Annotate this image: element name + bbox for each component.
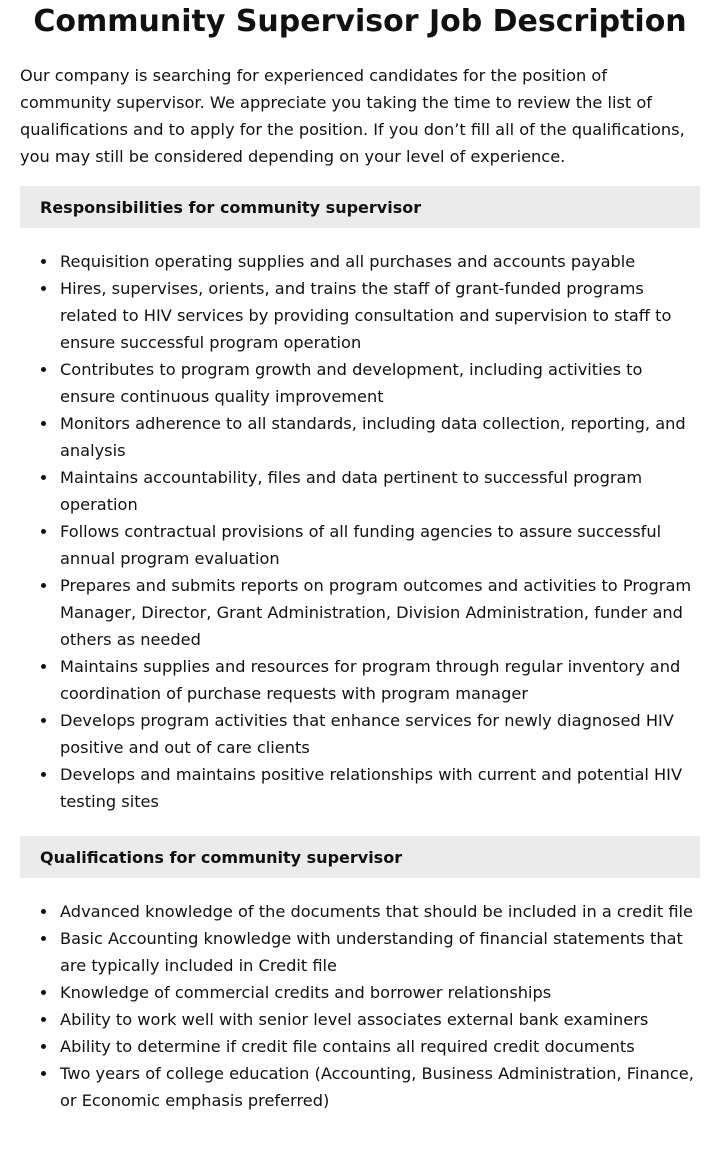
bullet-icon [41,583,46,588]
list-item [20,653,700,707]
bullet-icon [41,936,46,941]
list-item [20,707,700,761]
list-item [20,248,700,275]
list-item [20,1033,700,1060]
list-item-text: Develops program activities that enhance services for newly diagnosed HIV positive and out of care clients [60,711,674,757]
list-item-text: Develops and maintains positive relationships with current and potential HIV testing sites [60,765,683,811]
bullet-icon [41,1071,46,1076]
bullet-icon [41,1044,46,1049]
list-item [20,979,700,1006]
list-item [20,464,700,518]
list-item [20,275,700,356]
list-item-text: Hires, supervises, orients, and trains the staff of grant-funded programs related to HIV services by providing consultation and supervision to staff to ensure successful program operation [60,279,672,352]
bullet-icon [41,421,46,426]
list-item-text: Monitors adherence to all standards, including data collection, reporting, and analysis [60,414,686,460]
bullet-icon [41,990,46,995]
list-item [20,925,700,979]
intro-paragraph: Our company is searching for experienced candidates for the position of community supervisor. We appreciate you taking the time to review the list of qualifications and to apply for the position. If you don’t fill all of the qualifications, you may still be considered depending on your level of experience. [20,66,685,166]
list-item [20,761,700,815]
bullet-icon [41,367,46,372]
list-item-text: Follows contractual provisions of all funding agencies to assure successful annual program evaluation [60,522,662,568]
list-item-text: Requisition operating supplies and all purchases and accounts payable [60,252,636,271]
bullet-icon [41,664,46,669]
list-item-text: Contributes to program growth and development, including activities to ensure continuous quality improvement [60,360,643,406]
bullet-icon [41,718,46,723]
list-item-text: Two years of college education (Accounting, Business Administration, Finance, or Economic emphasis preferred) [60,1064,694,1110]
list-item-text: Maintains accountability, files and data pertinent to successful program operation [60,468,643,514]
responsibilities-header [20,186,700,228]
list-item-text: Ability to work well with senior level associates external bank examiners [60,1010,649,1029]
qualifications-heading: Qualifications for community supervisor [40,847,403,867]
bullet-icon [41,1017,46,1022]
qualifications-list [20,898,700,1114]
bullet-icon [41,772,46,777]
list-item-text: Maintains supplies and resources for program through regular inventory and coordination of purchase requests with program manager [60,657,681,703]
responsibilities-list [20,248,700,815]
list-item-text: Basic Accounting knowledge with understanding of financial statements that are typically included in Credit file [60,929,683,975]
list-item [20,356,700,410]
responsibilities-heading: Responsibilities for community supervisor [40,197,422,217]
list-item [20,1060,700,1114]
bullet-icon [41,909,46,914]
list-item-text: Prepares and submits reports on program outcomes and activities to Program Manager, Director, Grant Administration, Division Administration, funder and others as needed [60,576,692,649]
list-item-text: Knowledge of commercial credits and borrower relationships [60,983,552,1002]
list-item [20,410,700,464]
list-item-text: Ability to determine if credit file contains all required credit documents [60,1037,635,1056]
list-item [20,572,700,653]
bullet-icon [41,529,46,534]
list-item [20,518,700,572]
bullet-icon [41,475,46,480]
qualifications-header [20,836,700,878]
page-title: Community Supervisor Job Description [33,4,687,39]
bullet-icon [41,286,46,291]
list-item-text: Advanced knowledge of the documents that should be included in a credit file [60,902,693,921]
list-item [20,898,700,925]
bullet-icon [41,259,46,264]
list-item [20,1006,700,1033]
